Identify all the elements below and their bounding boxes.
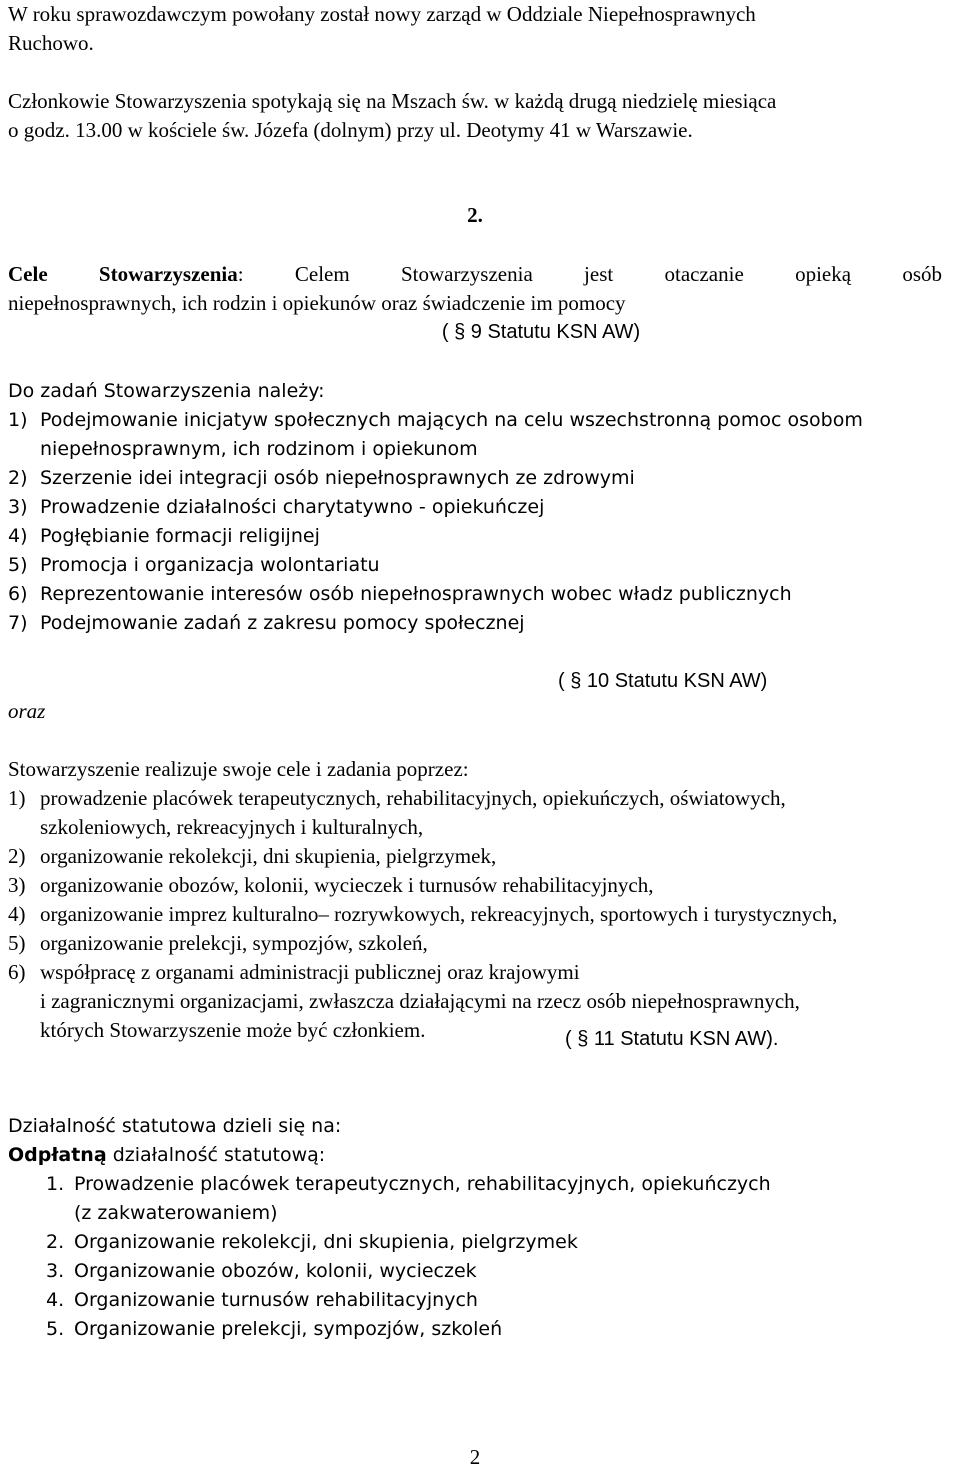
means-item-line: organizowanie obozów, kolonii, wycieczek i turnusów rehabilitacyjnych, [40,873,654,897]
oraz-label: oraz [8,699,46,723]
meeting-paragraph [8,87,942,145]
goals-line-2: niepełnosprawnych, ich rodzin i opiekunów oraz świadczenie im pomocy [8,291,626,315]
means-item-2 [8,842,942,871]
tasks-item-line: Promocja i organizacja wolontariatu [40,554,380,576]
means-item-line: organizowanie prelekcji, sympozjów, szkoleń, [40,931,428,955]
activity-section [8,1112,942,1344]
goals-label: Cele Stowarzyszenia [8,262,238,286]
means-item-number: 4) [8,902,26,926]
means-section [8,755,942,1045]
means-item-5 [8,929,942,958]
tasks-item-line: Prowadzenie działalności charytatywno - opiekuńczej [40,496,545,518]
meeting-line-1: Członkowie Stowarzyszenia spotykają się na Mszach św. w każdą drugą niedzielę miesiąca [8,89,777,113]
means-statute-ref: ( § 11 Statutu KSN AW). [565,1028,779,1050]
means-list [8,784,942,1045]
goals-line-1: Cele Stowarzyszenia: Celem Stowarzyszenia jest otaczanie opieką osób [8,262,943,286]
tasks-item-line: Pogłębianie formacji religijnej [40,525,320,547]
means-item-1 [8,784,942,842]
activity-item-line: Organizowanie turnusów rehabilitacyjnych [74,1289,478,1311]
activity-item-number: 3. [46,1260,65,1282]
means-item-number: 3) [8,873,26,897]
intro-paragraph [8,0,942,58]
tasks-item-number: 4) [8,525,28,547]
paid-label: Odpłatną [8,1144,107,1166]
section-number: 2. [467,203,483,227]
tasks-item-7 [8,609,942,638]
page-number: 2 [469,1445,481,1469]
tasks-item-number: 1) [8,409,28,431]
goals-statute-ref: ( § 9 Statutu KSN AW) [441,321,641,343]
means-item-number: 2) [8,844,26,868]
tasks-heading: Do zadań Stowarzyszenia należy: [8,380,325,402]
tasks-item-5 [8,551,942,580]
tasks-item-3 [8,493,942,522]
activity-item-number: 5. [46,1318,65,1340]
means-item-line: współpracę z organami administracji publicznej oraz krajowymi [40,960,580,984]
means-item-3 [8,871,942,900]
means-item-4 [8,900,942,929]
tasks-item-number: 7) [8,612,28,634]
activity-item-line: Organizowanie obozów, kolonii, wycieczek [74,1260,477,1282]
activity-item-line: Prowadzenie placówek terapeutycznych, rehabilitacyjnych, opiekuńczych [74,1173,771,1195]
tasks-item-6 [8,580,942,609]
tasks-section [8,377,942,638]
activity-item-number: 2. [46,1231,65,1253]
tasks-item-number: 6) [8,583,28,605]
tasks-item-number: 2) [8,467,28,489]
means-item-line: prowadzenie placówek terapeutycznych, rehabilitacyjnych, opiekuńczych, oświatowych, [40,786,786,810]
activity-item-2 [8,1228,942,1257]
tasks-item-1 [8,406,942,464]
activity-item-line: Organizowanie rekolekcji, dni skupienia, pielgrzymek [74,1231,578,1253]
activity-item-5 [8,1315,942,1344]
activity-item-number: 4. [46,1289,65,1311]
tasks-item-number: 3) [8,496,28,518]
intro-line-1: W roku sprawozdawczym powołany został nowy zarząd w Oddziale Niepełnosprawnych [8,2,756,26]
means-item-line: organizowanie rekolekcji, dni skupienia, pielgrzymek, [40,844,497,868]
tasks-item-number: 5) [8,554,28,576]
means-item-line: organizowanie imprez kulturalno– rozrywkowych, rekreacyjnych, sportowych i turystycznych, [40,902,838,926]
tasks-item-line: Szerzenie idei integracji osób niepełnosprawnych ze zdrowymi [40,467,635,489]
tasks-item-line: Podejmowanie zadań z zakresu pomocy społecznej [40,612,525,634]
activity-item-line: (z zakwaterowaniem) [74,1202,278,1224]
paid-activity-heading: Odpłatną działalność statutową: [8,1144,326,1166]
tasks-item-4 [8,522,942,551]
activity-item-1 [8,1170,942,1228]
activity-item-3 [8,1257,942,1286]
activity-list [8,1170,942,1344]
tasks-item-2 [8,464,942,493]
activity-heading: Działalność statutowa dzieli się na: [8,1115,342,1137]
tasks-list [8,406,942,638]
goals-paragraph [8,260,942,347]
tasks-statute-ref: ( § 10 Statutu KSN AW) [558,670,768,692]
tasks-item-line: Reprezentowanie interesów osób niepełnosprawnych wobec władz publicznych [40,583,792,605]
activity-item-4 [8,1286,942,1315]
activity-item-line: Organizowanie prelekcji, sympozjów, szkoleń [74,1318,503,1340]
means-item-number: 1) [8,786,26,810]
means-heading: Stowarzyszenie realizuje swoje cele i zadania poprzez: [8,757,469,781]
means-item-line: i zagranicznymi organizacjami, zwłaszcza działającymi na rzecz osób niepełnosprawnych, [40,989,800,1013]
means-item-number: 5) [8,931,26,955]
intro-line-2: Ruchowo. [8,31,94,55]
activity-item-number: 1. [46,1173,65,1195]
means-item-line: których Stowarzyszenie może być członkiem. [40,1018,426,1042]
tasks-item-line: niepełnosprawnym, ich rodzinom i opiekunom [40,438,478,460]
meeting-line-2: o godz. 13.00 w kościele św. Józefa (dolnym) przy ul. Deotymy 41 w Warszawie. [8,118,693,142]
means-item-line: szkoleniowych, rekreacyjnych i kulturalnych, [40,815,424,839]
means-item-number: 6) [8,960,26,984]
tasks-item-line: Podejmowanie inicjatyw społecznych mających na celu wszechstronną pomoc osobom [40,409,863,431]
